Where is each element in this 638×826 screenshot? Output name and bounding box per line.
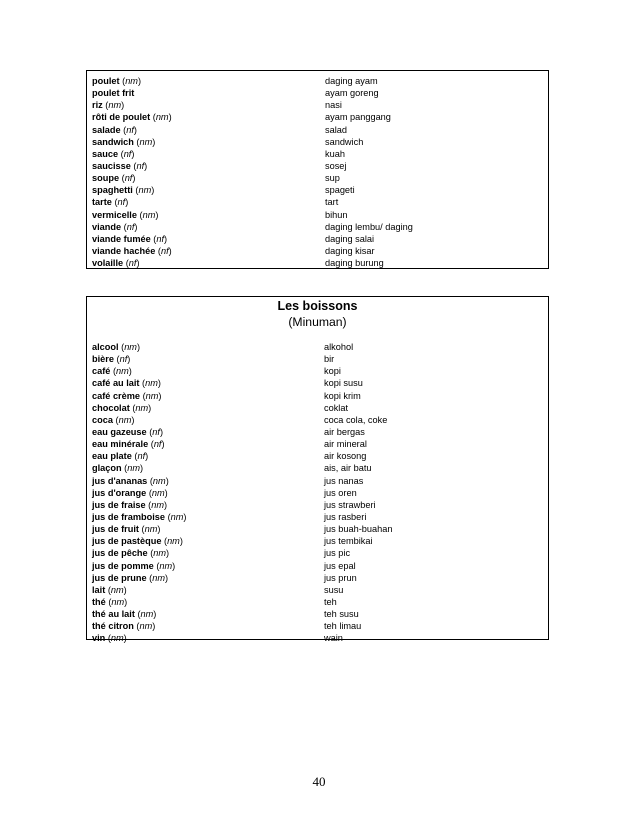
vocab-row (87, 196, 548, 208)
french-word: tarte (92, 197, 112, 208)
gender-tag: nf (117, 197, 126, 208)
section-subtitle: (Minuman) (288, 315, 347, 329)
malay-translation: daging kisar (325, 245, 375, 256)
gender-tag: nf (156, 233, 165, 244)
malay-translation: ayam goreng (325, 88, 379, 99)
gender-tag: nm (138, 185, 152, 196)
vocab-row (87, 184, 548, 196)
vocab-row (87, 426, 548, 438)
vocab-row (87, 390, 548, 402)
malay-translation: jus pic (324, 548, 351, 559)
french-term (92, 87, 134, 99)
french-word: spaghetti (92, 185, 133, 196)
gender-tag: nf (160, 245, 169, 256)
french-word: volaille (92, 258, 124, 269)
french-word: café au lait (92, 378, 140, 389)
section-title: Les boissons (277, 299, 358, 313)
vocab-row (87, 136, 548, 148)
malay-translation: sandwich (325, 136, 364, 147)
gender-tag: nm (140, 609, 154, 620)
malay-translation: kuah (325, 148, 345, 159)
malay-translation: jus oren (324, 487, 357, 498)
french-term: jus d'orange (nm) (92, 487, 168, 498)
vocab-row (87, 124, 548, 136)
french-term: chocolat (nm) (92, 402, 152, 413)
french-term: tarte (nf) (92, 197, 129, 208)
vocab-row (87, 572, 548, 584)
french-term: viande (nf) (92, 221, 138, 232)
french-term: eau gazeuse (nf) (92, 426, 163, 437)
french-word: viande (92, 221, 122, 232)
french-word: jus de framboise (92, 511, 166, 522)
vocab-row (87, 620, 548, 632)
malay-translation: sup (325, 173, 340, 184)
gender-tag: nf (152, 426, 160, 437)
french-term: café crème (nm) (92, 390, 162, 401)
gender-tag: nm (152, 572, 166, 583)
french-word: rôti de poulet (92, 112, 151, 123)
page-number: 40 (312, 774, 326, 789)
vocab-list-drinks (87, 341, 548, 645)
french-term: vin (nm) (92, 633, 127, 644)
french-word: viande fumée (92, 233, 151, 244)
french-word: lait (92, 584, 106, 595)
malay-translation: jus tembikai (324, 536, 373, 547)
malay-translation: air kosong (324, 451, 367, 462)
malay-translation: daging ayam (325, 76, 378, 86)
french-word: sandwich (92, 136, 134, 147)
gender-tag: nm (159, 560, 173, 571)
french-word: sauce (92, 148, 119, 159)
french-term: café au lait (nm) (92, 378, 161, 389)
french-word: coca (92, 414, 113, 425)
vocab-row (87, 148, 548, 160)
gender-tag: nm (145, 390, 159, 401)
french-word: poulet (92, 76, 120, 86)
gender-tag: nm (151, 487, 165, 498)
french-word: thé (92, 596, 106, 607)
french-word: soupe (92, 173, 120, 184)
french-word: eau gazeuse (92, 426, 147, 437)
vocab-row (87, 475, 548, 487)
gender-tag: nf (123, 148, 132, 159)
malay-translation: jus prun (324, 572, 357, 583)
french-term: eau plate (nf) (92, 451, 149, 462)
vocab-row (87, 245, 548, 257)
french-term: thé (nm) (92, 596, 128, 607)
vocab-list-food (87, 75, 548, 269)
gender-tag: nf (119, 354, 128, 365)
gender-tag: nm (110, 633, 124, 644)
gender-tag: nm (110, 584, 124, 595)
malay-translation: jus epal (324, 560, 356, 571)
malay-translation: jus strawberi (324, 499, 376, 510)
french-term: jus de pomme (nm) (92, 560, 176, 571)
french-word: chocolat (92, 402, 130, 413)
vocab-row (87, 87, 548, 99)
french-term: coca (nm) (92, 414, 135, 425)
french-term: rôti de poulet (nm) (92, 112, 172, 123)
gender-tag: nm (153, 548, 167, 559)
french-term: jus de fraise (nm) (92, 499, 168, 510)
french-word: jus de pastèque (92, 536, 162, 547)
malay-translation: wain (324, 633, 343, 644)
gender-tag: nm (170, 511, 184, 522)
french-word: viande hachée (92, 245, 156, 256)
french-word: jus de fruit (92, 524, 139, 535)
gender-tag: nm (152, 475, 166, 486)
malay-translation: air bergas (324, 426, 365, 437)
vocab-row (87, 402, 548, 414)
french-term: sandwich (nm) (92, 136, 156, 147)
malay-translation: jus buah-buahan (324, 524, 393, 535)
french-word: café (92, 366, 111, 377)
vocab-row (87, 233, 548, 245)
french-word: thé au lait (92, 609, 135, 620)
gender-tag: nm (145, 378, 158, 389)
french-term: viande fumée (nf) (92, 233, 168, 244)
gender-tag: nf (126, 221, 135, 232)
gender-tag: nm (118, 414, 132, 425)
gender-tag: nf (136, 160, 145, 171)
gender-tag: nm (155, 112, 169, 123)
vocab-row (87, 547, 548, 559)
french-word: alcool (92, 342, 119, 352)
vocab-row (87, 523, 548, 535)
malay-translation: kopi krim (324, 390, 361, 401)
french-word: riz (92, 100, 103, 111)
french-term: riz (nm) (92, 100, 125, 111)
gender-tag: nm (151, 499, 165, 510)
french-term: salade (nf) (92, 124, 137, 135)
french-term: café (nm) (92, 366, 132, 377)
french-word: jus d'ananas (92, 475, 148, 486)
french-term: bière (nf) (92, 354, 131, 365)
gender-tag: nf (137, 451, 146, 462)
gender-tag: nf (153, 439, 162, 450)
french-term: alcool (nm) (92, 342, 141, 352)
gender-tag: nm (124, 342, 137, 352)
malay-translation: bihun (325, 209, 348, 220)
vocab-row (87, 75, 548, 87)
french-term: volaille (nf) (92, 258, 140, 269)
french-term: sauce (nf) (92, 148, 135, 159)
vocab-row (87, 414, 548, 426)
french-term: jus de framboise (nm) (92, 511, 187, 522)
vocab-row (87, 499, 548, 511)
malay-translation: daging salai (325, 233, 375, 244)
malay-translation: coklat (324, 402, 349, 413)
vocab-row (87, 172, 548, 184)
french-word: poulet frit (92, 88, 135, 99)
malay-translation: daging lembu/ daging (325, 221, 413, 232)
gender-tag: nm (142, 209, 156, 220)
french-word: glaçon (92, 463, 122, 474)
french-word: jus de prune (92, 572, 147, 583)
vocab-row (87, 608, 548, 620)
gender-tag: nm (125, 76, 138, 86)
vocab-row (87, 584, 548, 596)
gender-tag: nf (126, 124, 134, 135)
french-term: soupe (nf) (92, 173, 136, 184)
malay-translation: tart (325, 197, 339, 208)
vocab-row (87, 596, 548, 608)
french-word: bière (92, 354, 114, 365)
french-term: poulet (nm) (92, 76, 142, 86)
french-word: jus de pêche (92, 548, 148, 559)
malay-translation: susu (324, 584, 344, 595)
french-term: eau minérale (nf) (92, 439, 165, 450)
vocab-row (87, 377, 548, 389)
gender-tag: nm (108, 100, 122, 111)
malay-translation: salad (325, 124, 347, 135)
vocab-row (87, 209, 548, 221)
french-term: saucisse (nf) (92, 160, 148, 171)
malay-translation: bir (324, 354, 335, 365)
malay-translation: teh susu (324, 609, 359, 620)
malay-translation: coca cola, coke (324, 414, 388, 425)
gender-tag: nm (139, 621, 153, 632)
gender-tag: nm (111, 596, 125, 607)
malay-translation: jus nanas (324, 475, 364, 486)
gender-tag: nf (128, 258, 137, 269)
french-term: jus d'ananas (nm) (92, 475, 169, 486)
vocab-row (87, 511, 548, 523)
malay-translation: alkohol (324, 342, 354, 352)
malay-translation: spageti (325, 185, 355, 196)
french-word: eau minérale (92, 439, 149, 450)
french-word: thé citron (92, 621, 134, 632)
vocab-row (87, 353, 548, 365)
french-word: vermicelle (92, 209, 137, 220)
malay-translation: ayam panggang (325, 112, 391, 123)
french-word: jus de pomme (92, 560, 154, 571)
vocab-row (87, 450, 548, 462)
malay-translation: jus rasberi (324, 511, 367, 522)
malay-translation: sosej (325, 160, 347, 171)
vocab-row (87, 632, 548, 644)
vocab-row (87, 341, 548, 353)
malay-translation: kopi susu (324, 378, 363, 389)
gender-tag: nm (167, 536, 180, 547)
french-term: thé au lait (nm) (92, 609, 157, 620)
gender-tag: nf (124, 173, 133, 184)
french-word: salade (92, 124, 121, 135)
malay-translation: daging burung (325, 258, 384, 269)
french-word: café crème (92, 390, 141, 401)
french-term: jus de fruit (nm) (92, 524, 161, 535)
vocab-table-drinks (86, 296, 549, 644)
gender-tag: nm (139, 136, 153, 147)
gender-tag: nm (127, 463, 140, 474)
french-term: glaçon (nm) (92, 463, 144, 474)
french-term: jus de prune (nm) (92, 572, 169, 583)
malay-translation: air mineral (324, 439, 367, 450)
french-word: jus de fraise (92, 499, 146, 510)
gender-tag: nm (135, 402, 149, 413)
french-term: viande hachée (nf) (92, 245, 172, 256)
french-term: thé citron (nm) (92, 621, 156, 632)
malay-translation: kopi (324, 366, 341, 377)
vocab-row (87, 160, 548, 172)
vocab-row (87, 438, 548, 450)
french-word: jus d'orange (92, 487, 147, 498)
french-term: vermicelle (nm) (92, 209, 159, 220)
gender-tag: nm (144, 524, 158, 535)
french-word: vin (92, 633, 106, 644)
malay-translation: teh (324, 596, 337, 607)
malay-translation: ais, air batu (324, 463, 372, 474)
malay-translation: nasi (325, 100, 342, 111)
vocab-row (87, 365, 548, 377)
french-term: jus de pêche (nm) (92, 548, 170, 559)
vocab-row (87, 535, 548, 547)
malay-translation: teh limau (324, 621, 362, 632)
gender-tag: nm (116, 366, 129, 377)
french-term: lait (nm) (92, 584, 127, 595)
vocab-row (87, 462, 548, 474)
french-term: jus de pastèque (nm) (92, 536, 183, 547)
vocab-row (87, 560, 548, 572)
vocab-row (87, 111, 548, 123)
vocab-row (87, 487, 548, 499)
french-term: spaghetti (nm) (92, 185, 155, 196)
french-word: saucisse (92, 160, 131, 171)
vocab-row (87, 257, 548, 269)
french-word: eau plate (92, 451, 132, 462)
vocab-row (87, 99, 548, 111)
vocab-table-food (86, 70, 549, 269)
vocab-row (87, 221, 548, 233)
